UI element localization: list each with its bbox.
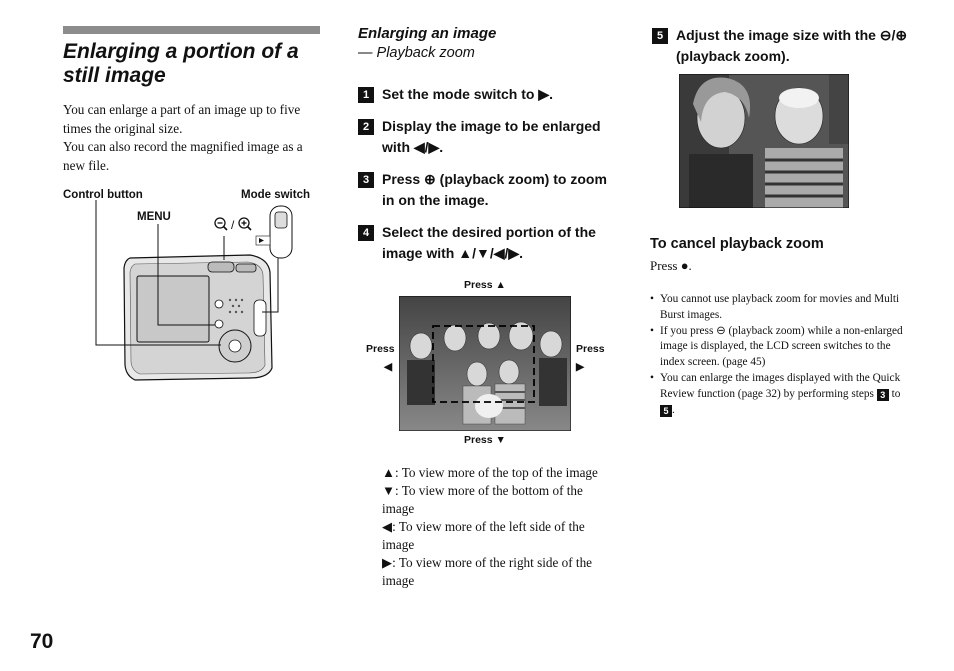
step-number: 4: [358, 225, 374, 241]
intro-paragraph-2: You can also record the magnified image as a new file.: [63, 139, 303, 173]
note-down: ▼: To view more of the bottom of the image: [382, 483, 583, 516]
step-ref-to: to: [891, 387, 901, 400]
press-down-label: Press ▼: [464, 434, 506, 446]
section-title: Enlarging an image: [358, 25, 497, 42]
list-item-text: If you press ⊖ (playback zoom) while a non-enlarged image is displayed, the LCD screen switches to the index screen. (page 45): [660, 324, 903, 369]
press-left-label: Press: [366, 343, 395, 355]
intro-paragraph-1: You can enlarge a part of an image up to five times the original size.: [63, 102, 301, 136]
list-item-text: You can enlarge the images displayed with the Quick Review function (page 32) by performing steps: [660, 371, 901, 400]
step-ref-5: 5: [660, 405, 672, 417]
press-up-label: Press ▲: [464, 279, 506, 291]
direction-notes: [382, 464, 612, 590]
step-5: [652, 25, 914, 67]
step-1: [358, 84, 608, 105]
group-photo: [399, 296, 571, 431]
control-button-label: Control button: [63, 189, 143, 201]
cancel-zoom-heading: To cancel playback zoom: [650, 236, 824, 252]
list-item: [650, 324, 910, 371]
zoom-separator: /: [231, 218, 235, 232]
step-2: [358, 116, 608, 158]
enlarged-photo: [679, 74, 849, 208]
step-text: Adjust the image size with the ⊖/⊕ (playback zoom).: [676, 27, 908, 64]
list-item: [650, 292, 910, 324]
step-text: Select the desired portion of the image with ▲/▼/◀/▶.: [382, 224, 596, 261]
step-text: Display the image to be enlarged with ◀/▶.: [382, 118, 601, 155]
page-number: 70: [30, 630, 54, 653]
step-number: 5: [652, 28, 668, 44]
list-item-text: You cannot use playback zoom for movies and Multi Burst images.: [660, 293, 900, 321]
press-left-arrow: ◀: [384, 361, 393, 373]
step-number: 1: [358, 87, 374, 103]
press-right-label: Press: [576, 343, 605, 355]
step-number: 3: [358, 172, 374, 188]
cancel-zoom-text: Press ●.: [650, 258, 692, 273]
camera-illustration: [90, 200, 330, 385]
step-3: [358, 169, 608, 211]
menu-label: MENU: [137, 211, 171, 223]
note-left: ◀: To view more of the left side of the image: [382, 519, 585, 552]
note-right: ▶: To view more of the right side of the image: [382, 555, 593, 588]
step-number: 2: [358, 119, 374, 135]
mode-switch-label: Mode switch: [241, 189, 311, 201]
step-ref-3: 3: [877, 389, 889, 401]
title-rule: [63, 26, 320, 34]
press-right-arrow: ▶: [576, 361, 585, 373]
intro-text: [63, 101, 323, 175]
notes-list: [650, 292, 910, 418]
step-4: [358, 222, 608, 264]
list-item: [650, 371, 910, 418]
note-up: ▲: To view more of the top of the image: [382, 465, 598, 480]
step-text: Set the mode switch to ▶.: [382, 86, 554, 102]
step-ref-end: .: [672, 403, 675, 416]
page-title: Enlarging a portion of a still image: [63, 40, 299, 87]
section-subtitle: — Playback zoom: [358, 45, 475, 61]
step-text: Press ⊕ (playback zoom) to zoom in on the image.: [382, 171, 607, 208]
